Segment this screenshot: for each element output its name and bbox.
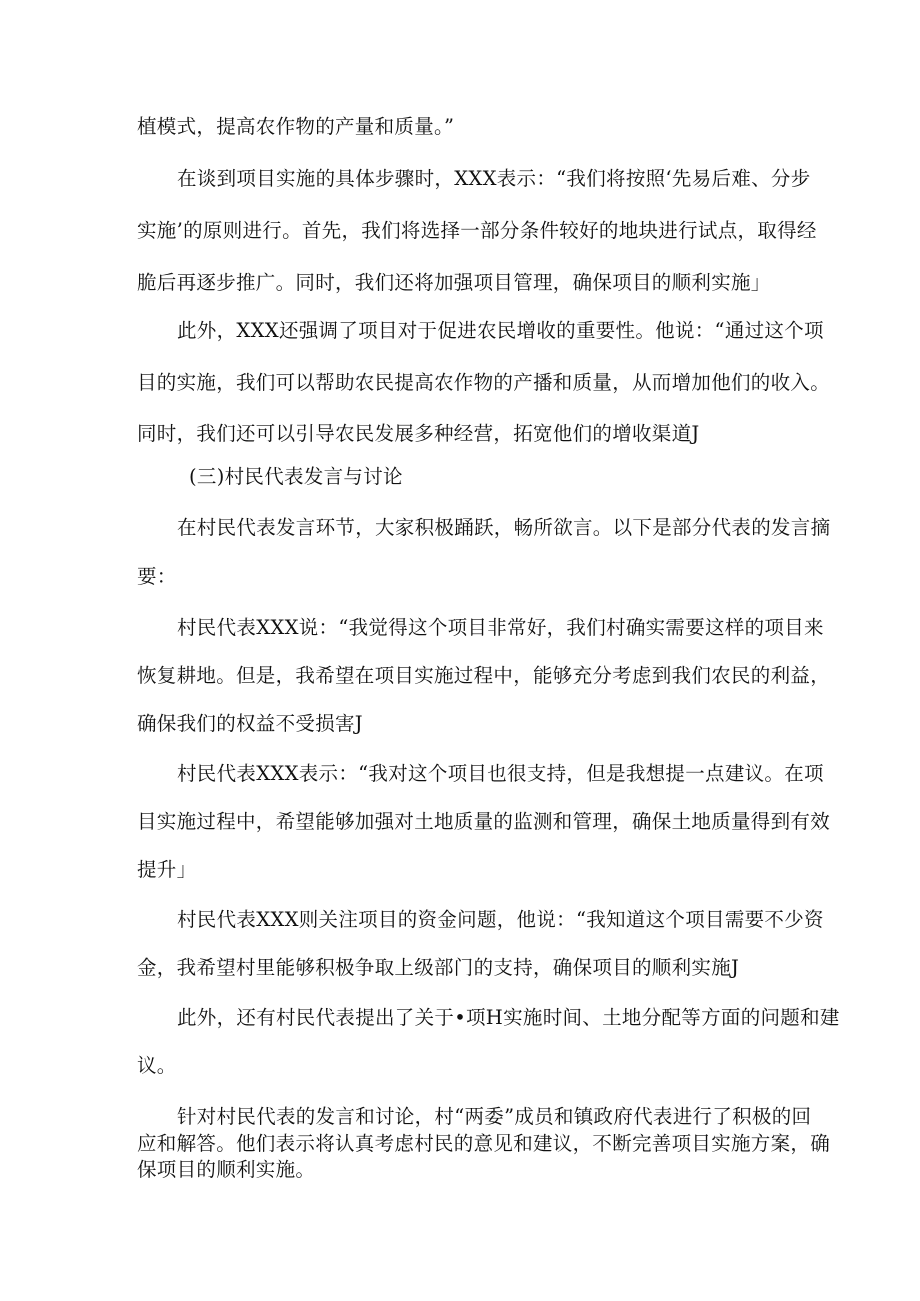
text-line: 目实施过程中，希望能够加强对土地质量的监测和管理，确保土地质量得到有效 [137, 810, 831, 833]
text-line: 恢复耕地。但是，我希望在项目实施过程中，能够充分考虑到我们农民的利益， [137, 664, 831, 687]
text-line: 确保我们的权益不受损害J [137, 712, 363, 735]
text-line: 实施’的原则进行。首先，我们将选择一部分条件较好的地块进行试点，取得经 [137, 219, 817, 242]
text-line: 针对村民代表的发言和讨论，村“两委”成员和镇政府代表进行了积极的回 [177, 1105, 812, 1128]
text-line: 此外，还有村民代表提出了关于•项H实施时间、土地分配等方面的问题和建 [177, 1006, 840, 1029]
text-line: 脆后再逐步推广。同时，我们还将加强项目管理，确保项目的顺利实施」 [137, 271, 771, 294]
text-line: 此外，XXX还强调了项目对于促进农民增收的重要性。他说：“通过这个项 [177, 319, 824, 342]
text-line: 要： [137, 565, 177, 588]
text-line: 同时，我们还可以引导农民发展多种经营，拓宽他们的增收渠道J [137, 422, 700, 445]
text-line: 应和解答。他们表示将认真考虑村民的意见和建议，不断完善项目实施方案，确 [137, 1132, 831, 1155]
text-line: 村民代表XXX说：“我觉得这个项目非常好，我们村确实需要这样的项目来 [177, 616, 824, 639]
text-line: 保项目的顺利实施。 [137, 1158, 316, 1181]
text-line: 村民代表XXX则关注项目的资金问题，他说：“我知道这个项目需要不少资 [177, 908, 824, 931]
text-line: 目的实施，我们可以帮助农民提高农作物的产播和质量，从而增加他们的收入。 [137, 371, 831, 394]
text-line: 在谈到项目实施的具体步骤时，XXX表示：“我们将按照‘先易后难、分步 [177, 167, 811, 190]
text-line: 植模式，提高农作物的产量和质量。” [137, 115, 455, 138]
text-line: 金，我希望村里能够积极争取上级部门的支持，确保项目的顺利实施J [137, 956, 740, 979]
text-line: 在村民代表发言环节，大家积极踊跃，畅所欲言。以下是部分代表的发言摘 [177, 516, 831, 539]
section-heading: (三)村民代表发言与讨论 [189, 465, 403, 488]
text-line: 村民代表XXX表示：“我对这个项目也很支持，但是我想提一点建议。在项 [177, 762, 824, 785]
text-line: 提升」 [137, 858, 197, 881]
text-line: 议。 [137, 1054, 177, 1077]
